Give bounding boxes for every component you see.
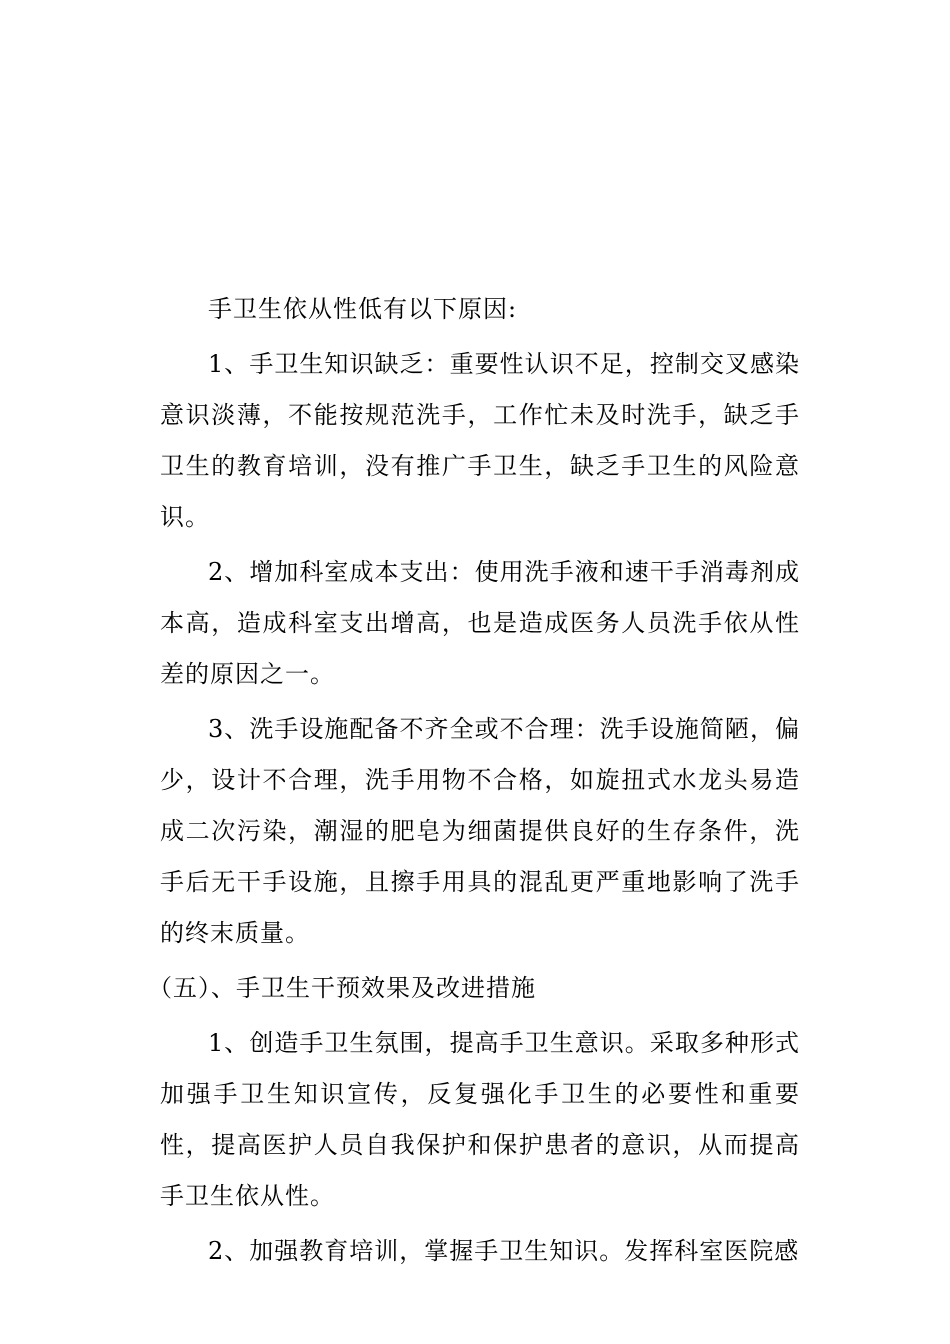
paragraph-measure-1: 1、创造手卫生氛围，提高手卫生意识。采取多种形式加强手卫生知识宣传，反复强化手卫生的必要性和重要性，提高医护人员自我保护和保护患者的意识，从而提高手卫生依从性。 bbox=[160, 1029, 800, 1210]
section-heading: （五）、手卫生干预效果及改进措施 bbox=[148, 974, 536, 1002]
paragraph-reason-2: 2、增加科室成本支出：使用洗手液和速干手消毒剂成本高，造成科室支出增高，也是造成医务人员洗手依从性差的原因之一。 bbox=[160, 558, 800, 688]
paragraph-reason-3: 3、洗手设施配备不齐全或不合理：洗手设施简陋，偏少，设计不合理，洗手用物不合格，如旋扭式水龙头易造成二次污染，潮湿的肥皂为细菌提供良好的生存条件，洗手后无干手设施，且擦手用具的混乱更严重地影响了洗手的终末质量。 bbox=[160, 715, 800, 947]
paragraph-intro: 手卫生依从性低有以下原因: bbox=[208, 295, 518, 323]
paragraph-measure-2: 2、加强教育培训，掌握手卫生知识。发挥科室医院感 bbox=[208, 1237, 800, 1265]
paragraph-reason-1: 1、手卫生知识缺乏：重要性认识不足，控制交叉感染意识淡薄，不能按规范洗手，工作忙未及时洗手，缺乏手卫生的教育培训，没有推广手卫生，缺乏手卫生的风险意识。 bbox=[160, 350, 800, 531]
document-body bbox=[148, 284, 800, 1277]
